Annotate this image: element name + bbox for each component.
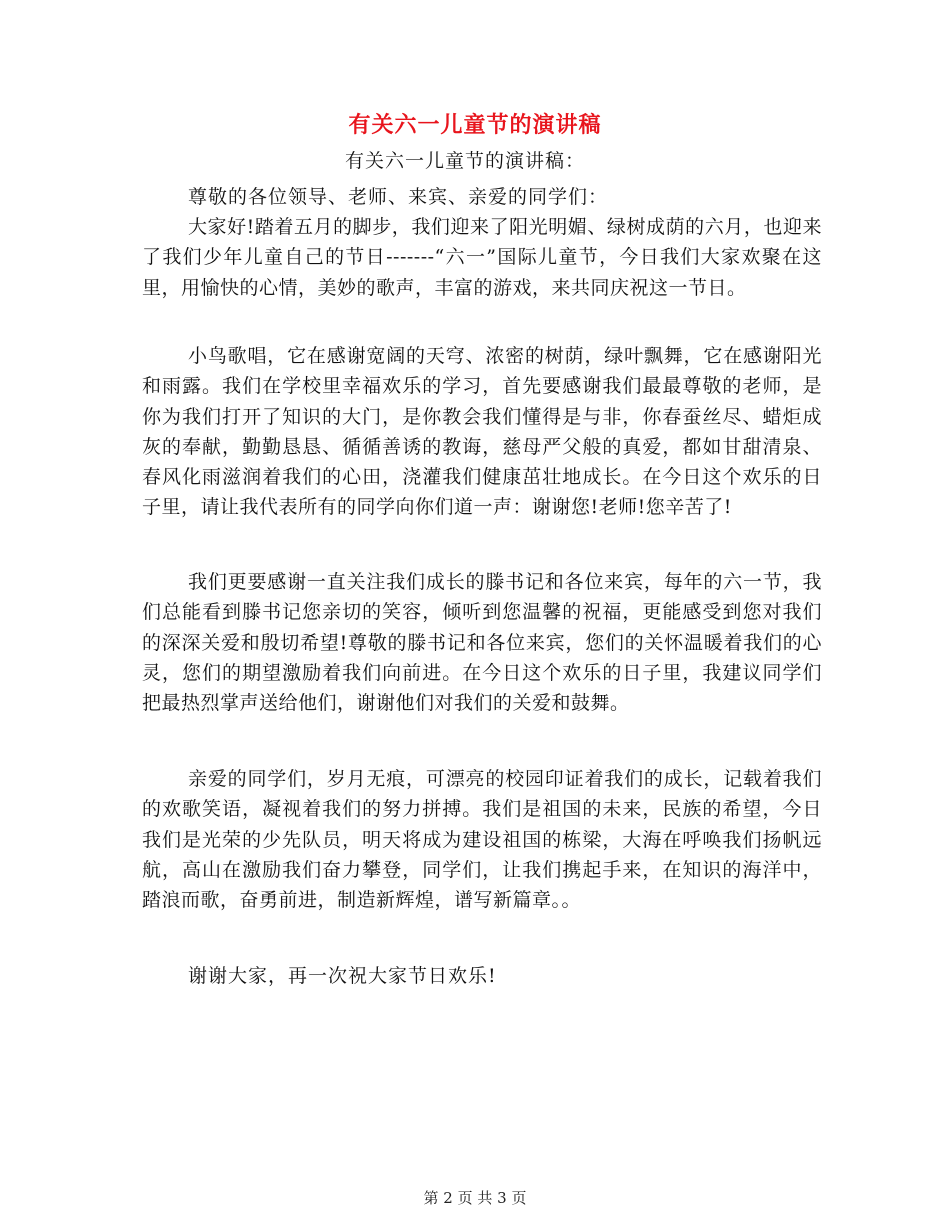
- paragraph-thanks-teachers: 小鸟歌唱，它在感谢宽阔的天穹、浓密的树荫，绿叶飘舞，它在感谢阳光和雨露。我们在学校里幸福欢乐的学习，首先要感谢我们最最尊敬的老师，是你为我们打开了知识的大门，是你教会我们懂得是与非，你春蚕丝尽、蜡炬成灰的奉献，勤勤恳恳、循循善诱的教诲，慈母严父般的真爱，都如甘甜清泉、春风化雨滋润着我们的心田，浇灌我们健康茁壮地成长。在今日这个欢乐的日子里，请让我代表所有的同学向你们道一声：谢谢您!老师!您辛苦了!: [142, 345, 822, 519]
- paragraph-classmates: 亲爱的同学们，岁月无痕，可漂亮的校园印证着我们的成长，记载着我们的欢歌笑语，凝视着我们的努力拼搏。我们是祖国的未来，民族的希望，今日我们是光荣的少先队员，明天将成为建设祖国的栋梁，大海在呼唤我们扬帆远航，高山在激励我们奋力攀登，同学们，让我们携起手来，在知识的海洋中，踏浪而歌，奋勇前进，制造新辉煌，谱写新篇章。。: [142, 768, 822, 912]
- paragraph-opening: 大家好!踏着五月的脚步，我们迎来了阳光明媚、绿树成荫的六月，也迎来了我们少年儿童自己的节日-------“六一”国际儿童节，今日我们大家欢聚在这里，用愉快的心情，美妙的歌声，丰富的游戏，来共同庆祝这一节日。: [142, 216, 822, 299]
- document-title: 有关六一儿童节的演讲稿: [348, 113, 602, 138]
- closing-line: 谢谢大家，再一次祝大家节日欢乐!: [188, 965, 497, 987]
- page-number-footer: 第 2 页 共 3 页: [423, 1189, 527, 1207]
- greeting-line: 尊敬的各位领导、老师、来宾、亲爱的同学们：: [188, 186, 609, 208]
- paragraph-thanks-guests: 我们更要感谢一直关注我们成长的滕书记和各位来宾，每年的六一节，我们总能看到滕书记您亲切的笑容，倾听到您温馨的祝福，更能感受到您对我们的深深关爱和殷切希望!尊敬的滕书记和各位来宾，您们的关怀温暖着我们的心灵，您们的期望激励着我们向前进。在今日这个欢乐的日子里，我建议同学们把最热烈掌声送给他们，谢谢他们对我们的关爱和鼓舞。: [142, 571, 822, 715]
- document-subtitle: 有关六一儿童节的演讲稿：: [345, 150, 586, 172]
